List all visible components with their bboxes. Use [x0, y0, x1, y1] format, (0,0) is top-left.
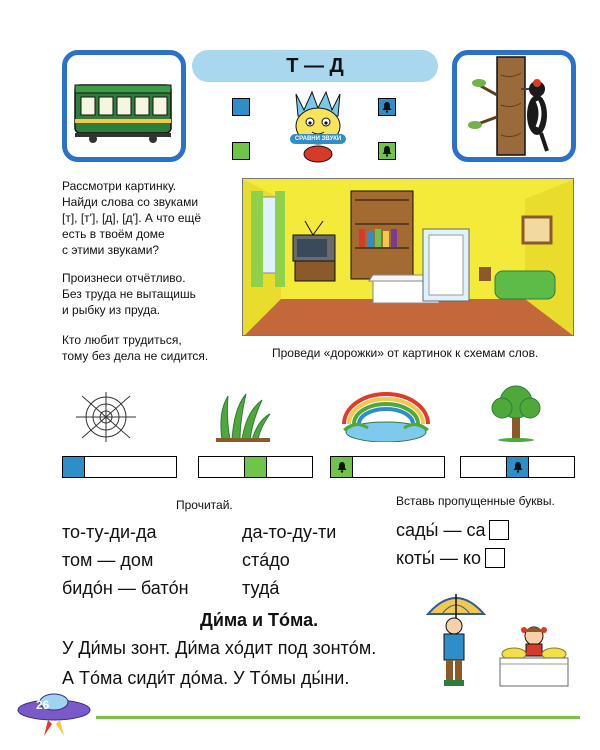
tram-picture: [62, 50, 186, 162]
bell-icon: [381, 101, 393, 113]
voiced-soft-square: [378, 142, 396, 160]
bottom-divider: [96, 716, 580, 719]
scheme-cell: [199, 457, 245, 477]
room-scene: [243, 179, 574, 336]
mascot-illustration: [282, 90, 354, 168]
scheme-cell: [507, 457, 529, 477]
room-caption: Проведи «дорожки» от картинок к схемам слов.: [272, 346, 539, 360]
syllable-word: тудá: [242, 578, 280, 598]
soft-consonant-square: [232, 142, 250, 160]
bell-icon: [381, 145, 393, 157]
proverb-text: [62, 270, 196, 318]
page-title: Т — Д: [192, 50, 438, 82]
proverb-line: тому без дела не сидится.: [62, 349, 209, 363]
girl-with-melons-picture: [496, 624, 572, 692]
missing-letter-box[interactable]: [489, 520, 509, 540]
fill-letter-text: коты́ — ко: [396, 548, 481, 568]
proverb-line: Без труда не вытащишь: [62, 287, 196, 301]
story-line: А Тóма сиди́т дóма. У Тóмы ды́ни.: [62, 668, 350, 688]
syllable-word: бидóн — батóн: [62, 578, 189, 598]
bell-icon: [512, 461, 524, 473]
scheme-cell: [529, 457, 574, 477]
instructions-line: Рассмотри картинку.: [62, 179, 177, 193]
missing-letter-box[interactable]: [485, 548, 505, 568]
woodpecker-illustration: [457, 55, 571, 157]
word-scheme-4[interactable]: [460, 456, 575, 478]
proverb-text: [62, 332, 208, 364]
story-line: У Ди́мы зонт. Ди́ма хóдит под зонтóм.: [62, 638, 377, 658]
scheme-cell: [245, 457, 267, 477]
proverb-line: Кто любит трудиться,: [62, 333, 182, 347]
scheme-cell: [353, 457, 444, 477]
spaceship-icon: [14, 690, 94, 740]
read-label: Прочитай.: [176, 498, 233, 512]
syllable-word: то-ту-ди-да: [62, 522, 157, 542]
scheme-cell: [63, 457, 85, 477]
woodpecker-picture: [452, 50, 576, 162]
fill-letter-text: сады́ — са: [396, 520, 486, 540]
instructions-line: есть в твоём доме: [62, 227, 165, 241]
grass-picture: [212, 392, 272, 442]
page-number: 26: [36, 698, 50, 712]
fill-letter-word: [396, 520, 509, 541]
story-title: Ди́ма и Тóма.: [200, 610, 319, 630]
word-scheme-1[interactable]: [62, 456, 177, 478]
scheme-cell: [267, 457, 312, 477]
scheme-cell: [85, 457, 176, 477]
syllable-word: да-то-ду-ти: [242, 522, 337, 542]
mascot-label: СРАВНИ ЗВУКИ: [290, 134, 346, 144]
scheme-cell: [461, 457, 507, 477]
word-scheme-3[interactable]: [330, 456, 445, 478]
proverb-line: и рыбку из пруда.: [62, 303, 161, 317]
word-scheme-2[interactable]: [198, 456, 313, 478]
boy-with-umbrella-picture: [424, 588, 488, 690]
instructions-line: [т], [т'], [д], [д']. А что ещё: [62, 211, 202, 225]
rainbow-pond-picture: [336, 390, 436, 442]
tram-illustration: [67, 55, 181, 157]
syllable-word: стáдо: [242, 550, 290, 570]
instructions-text: [62, 178, 201, 258]
compare-sounds-mascot: [282, 90, 354, 168]
fill-letter-word: [396, 548, 505, 569]
voiced-hard-square: [378, 98, 396, 116]
spiderweb-picture: [76, 392, 136, 442]
insert-letters-label: Вставь пропущенные буквы.: [396, 494, 555, 508]
instructions-line: Найди слова со звуками: [62, 195, 199, 209]
instructions-line: с этими звуками?: [62, 243, 160, 257]
proverb-line: Произнеси отчётливо.: [62, 271, 186, 285]
tree-picture: [486, 380, 546, 442]
room-illustration: [242, 178, 574, 336]
bell-icon: [336, 461, 348, 473]
hard-consonant-square: [232, 98, 250, 116]
syllable-word: том — дом: [62, 550, 154, 570]
scheme-cell: [331, 457, 353, 477]
